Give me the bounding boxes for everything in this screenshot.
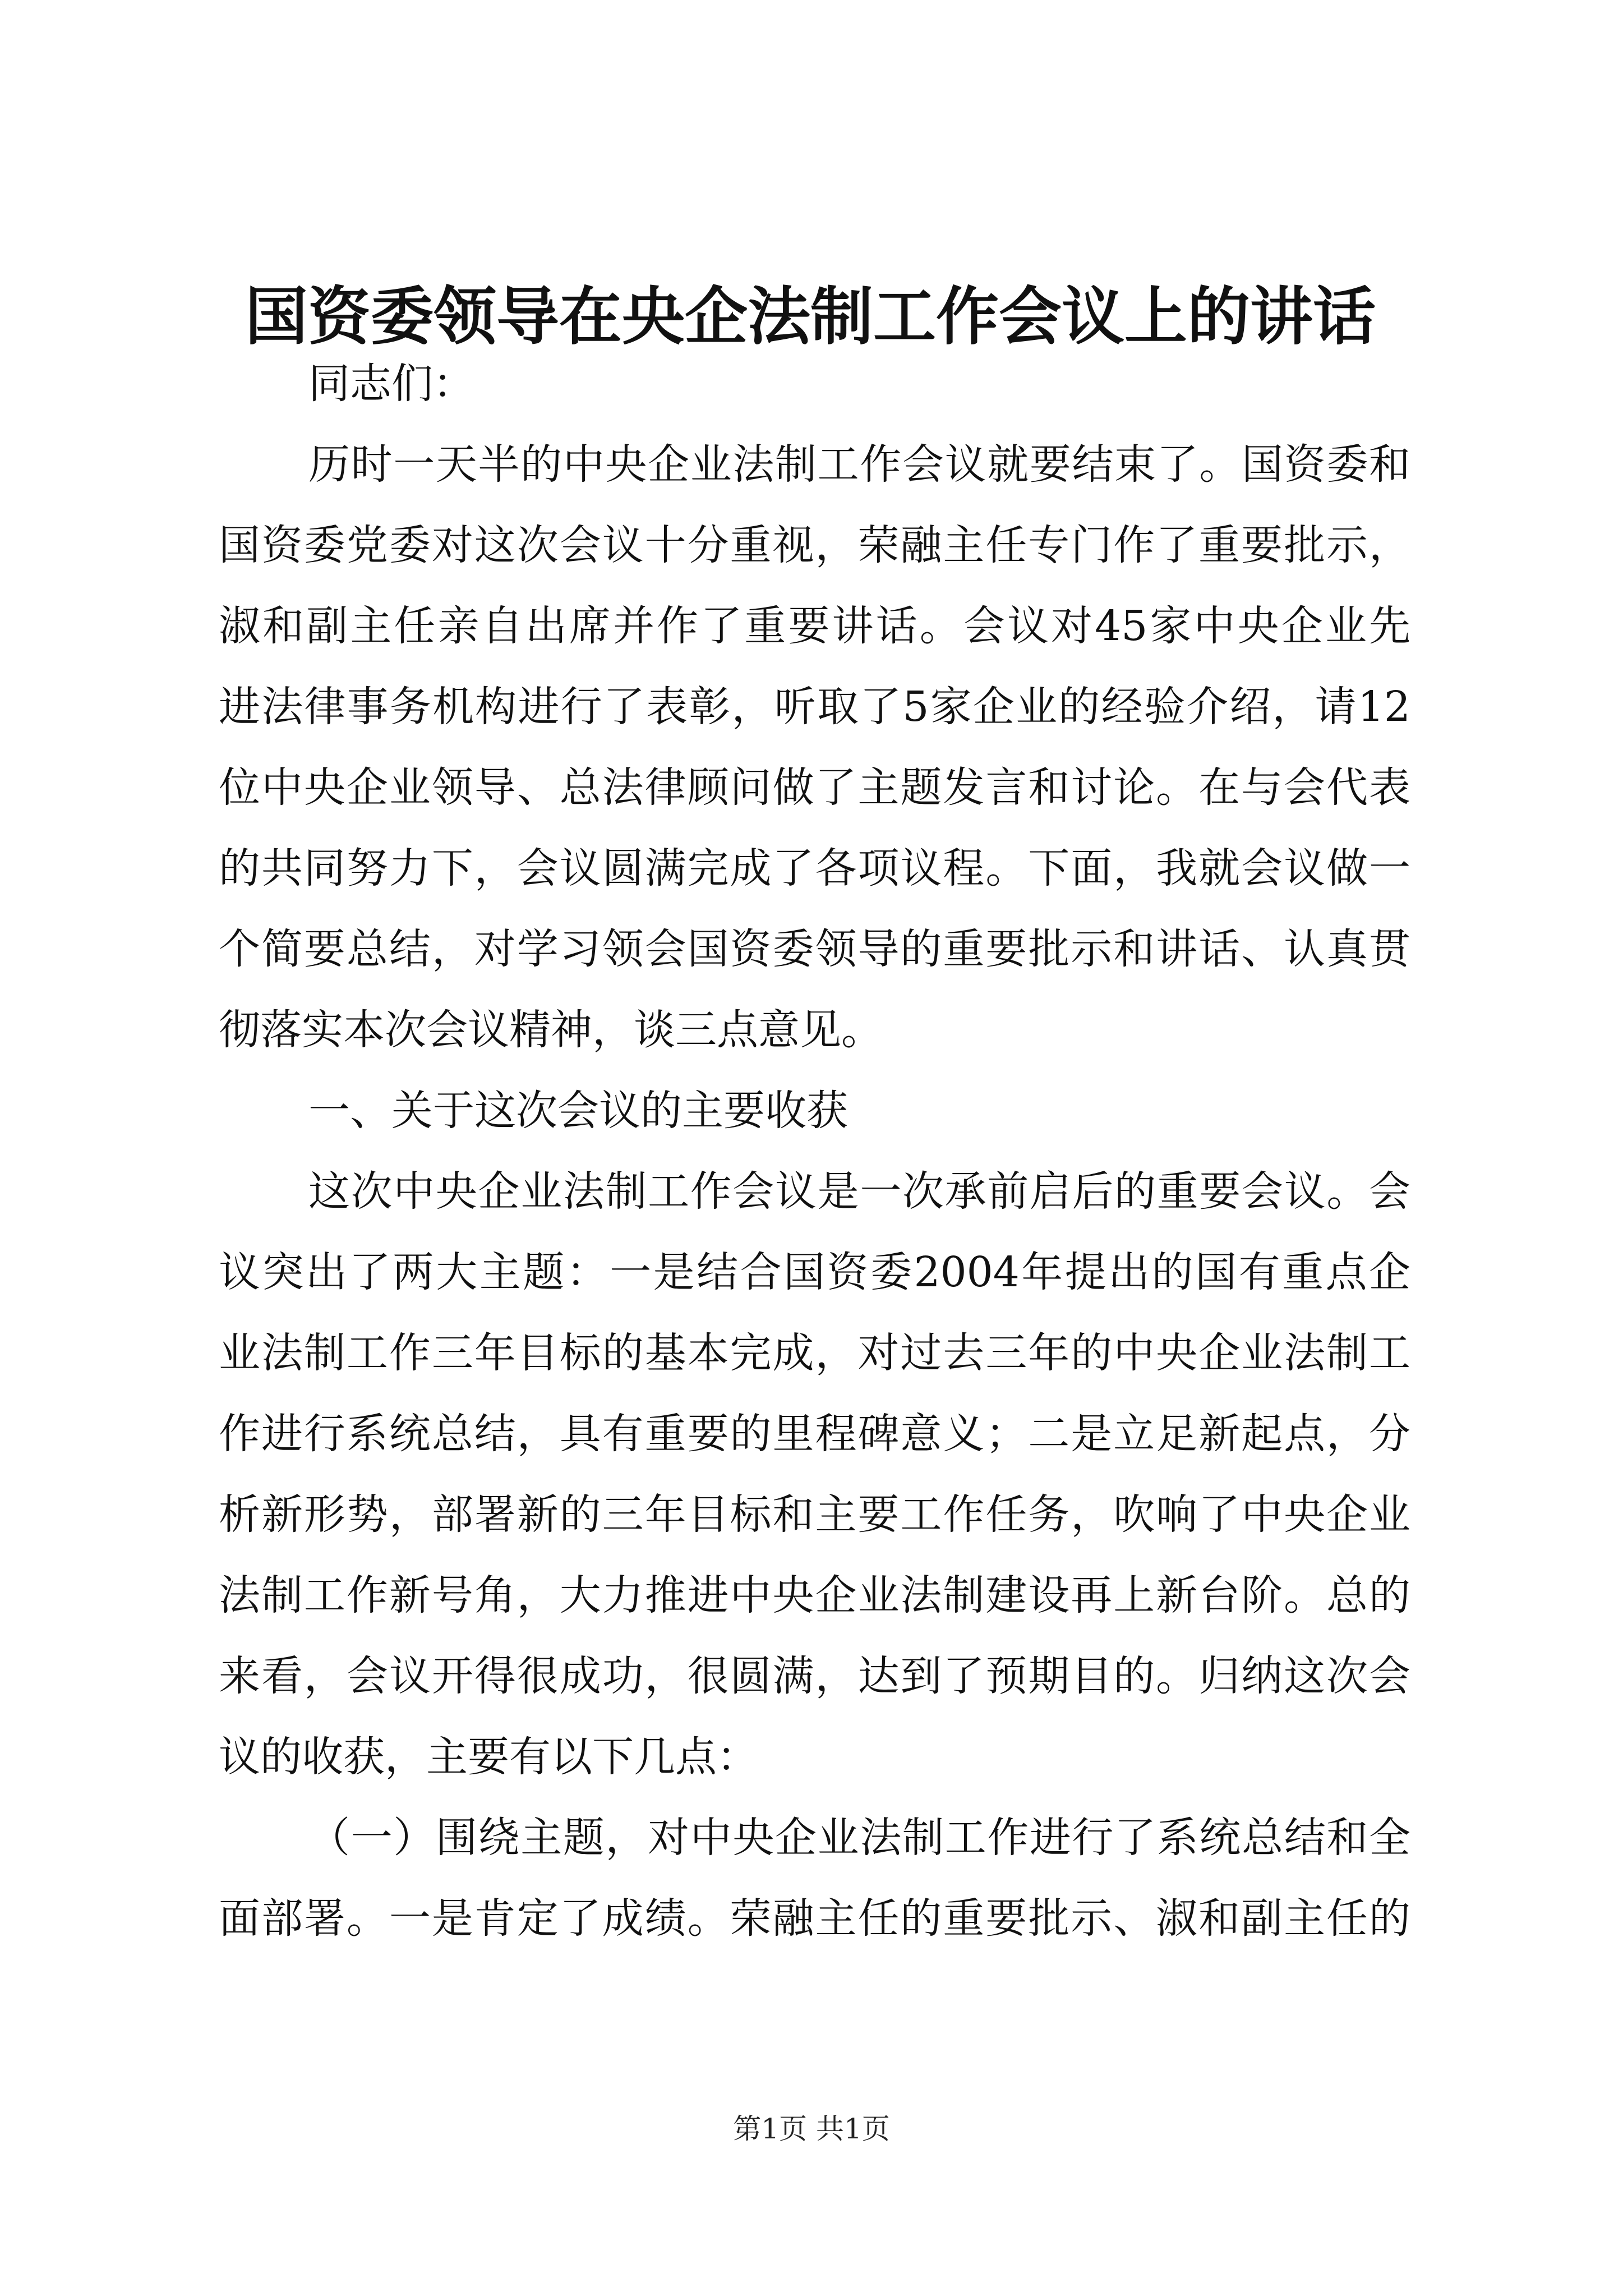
paragraph-line: （一）围绕主题，对中央企业法制工作进行了系统总结和全: [308, 1814, 1410, 1862]
paragraph-line: 作进行系统总结，具有重要的里程碑意义；二是立足新起点，分: [219, 1410, 1410, 1458]
section-heading: 一、关于这次会议的主要收获: [308, 1087, 848, 1135]
paragraph-line: 国资委党委对这次会议十分重视，荣融主任专门作了重要批示，: [219, 521, 1410, 569]
document-body: [219, 343, 1410, 1959]
paragraph-line: 彻落实本次会议精神，谈三点意见。: [219, 1006, 883, 1054]
paragraph-line: 析新形势，部署新的三年目标和主要工作任务，吹响了中央企业: [219, 1490, 1410, 1539]
salutation-line: 同志们：: [308, 360, 474, 408]
paragraph-line: 来看，会议开得很成功，很圆满，达到了预期目的。归纳这次会: [219, 1652, 1410, 1700]
paragraph-line: 法制工作新号角，大力推进中央企业法制建设再上新台阶。总的: [219, 1571, 1410, 1619]
paragraph-line: 进法律事务机构进行了表彰，听取了5家企业的经验介绍，请12: [219, 683, 1410, 731]
paragraph-line: 议突出了两大主题：一是结合国资委2004年提出的国有重点企: [219, 1248, 1410, 1296]
paragraph-line: 这次中央企业法制工作会议是一次承前启后的重要会议。会: [308, 1167, 1410, 1216]
paragraph-line: 议的收获，主要有以下几点：: [219, 1733, 758, 1781]
document-title: 国资委领导在央企法制工作会议上的讲话: [245, 280, 1376, 353]
paragraph-line: 淑和副主任亲自出席并作了重要讲话。会议对45家中央企业先: [219, 602, 1410, 650]
page-footer: 第1页 共1页: [733, 2113, 890, 2145]
paragraph-line: 历时一天半的中央企业法制工作会议就要结束了。国资委和: [308, 440, 1410, 489]
paragraph-line: 个简要总结，对学习领会国资委领导的重要批示和讲话、认真贯: [219, 925, 1410, 973]
paragraph-line: 业法制工作三年目标的基本完成，对过去三年的中央企业法制工: [219, 1329, 1410, 1377]
paragraph-line: 位中央企业领导、总法律顾问做了主题发言和讨论。在与会代表: [219, 763, 1410, 812]
paragraph-line: 面部署。一是肯定了成绩。荣融主任的重要批示、淑和副主任的: [219, 1894, 1410, 1943]
paragraph-line: 的共同努力下，会议圆满完成了各项议程。下面，我就会议做一: [219, 844, 1410, 892]
